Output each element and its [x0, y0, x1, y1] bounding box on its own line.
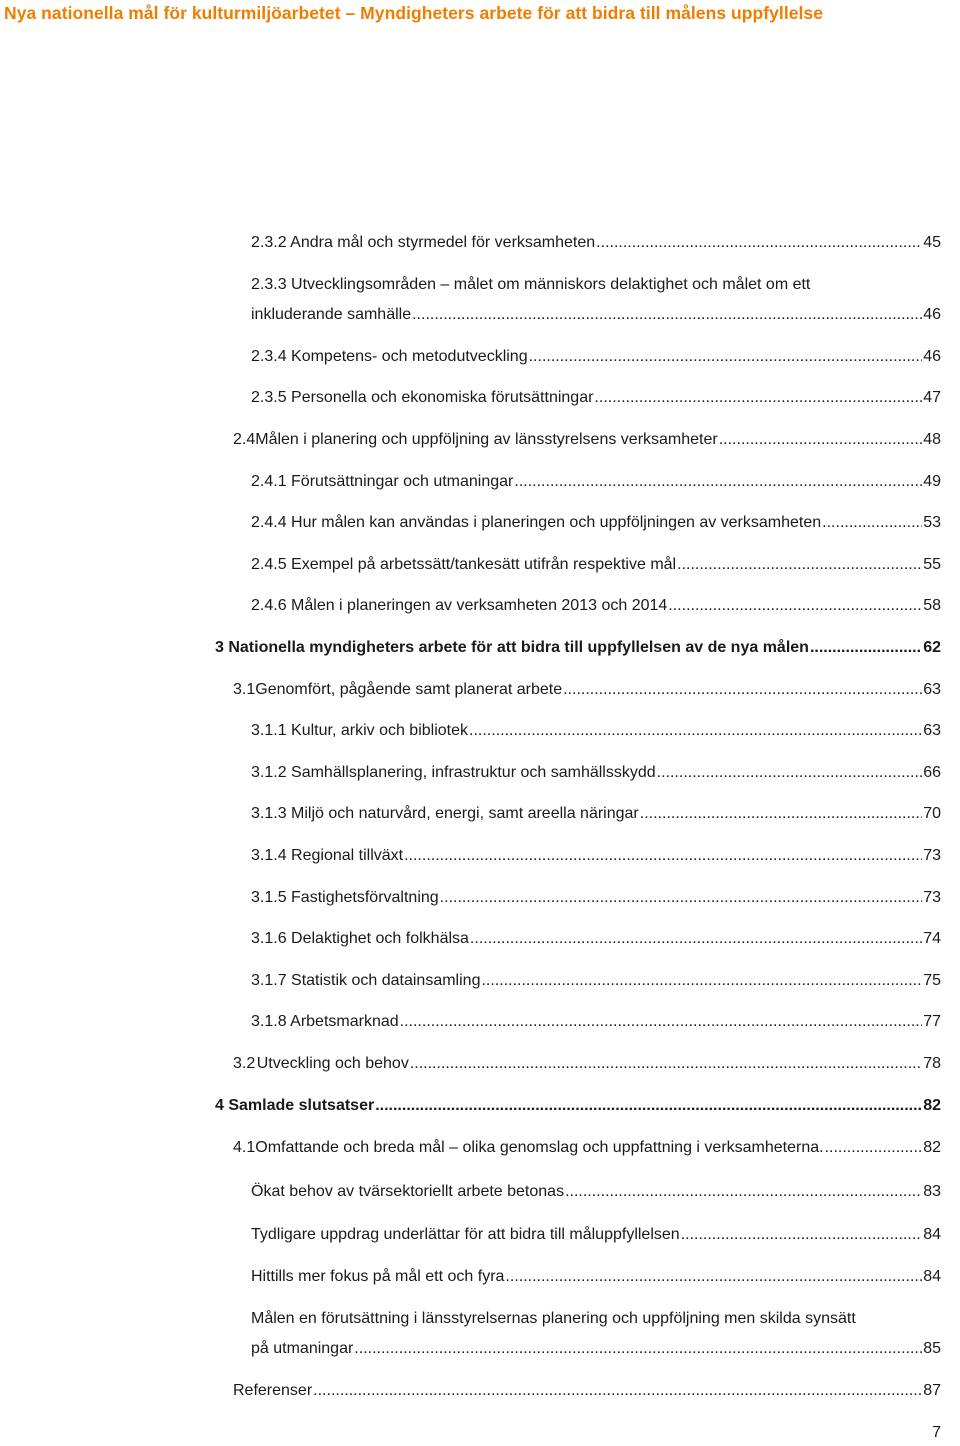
- toc-leader: [810, 639, 922, 657]
- toc-leader: [440, 889, 923, 907]
- toc-entry-title: 2.3.2 Andra mål och styrmedel för verksamheten: [251, 234, 596, 251]
- toc-leader: [400, 1013, 923, 1031]
- toc-entry-title: Utveckling och behov: [256, 1055, 409, 1072]
- toc-entry-page: 78: [923, 1055, 941, 1072]
- toc-entry[interactable]: [251, 556, 941, 574]
- toc-entry-page: 83: [923, 1183, 941, 1200]
- toc-entry[interactable]: [251, 348, 941, 366]
- toc-entry-page: 84: [923, 1226, 941, 1243]
- toc-entry-title: 3.1.6 Delaktighet och folkhälsa: [251, 930, 469, 947]
- toc-leader: [565, 1183, 922, 1201]
- toc-leader: [410, 1055, 922, 1073]
- toc-entry[interactable]: [251, 514, 941, 532]
- toc-entry-title: 3.1.3 Miljö och naturvård, energi, samt areella näringar: [251, 805, 639, 822]
- toc-leader: [563, 681, 922, 699]
- toc-entry-page: 70: [923, 805, 941, 822]
- toc-entry-title: Tydligare uppdrag underlättar för att bidra till måluppfyllelsen: [251, 1226, 680, 1243]
- toc-entry-title: 2.4.6 Målen i planeringen av verksamheten 2013 och 2014: [251, 597, 668, 614]
- toc-entry[interactable]: [251, 1226, 941, 1244]
- toc-entry-title: 3.1.7 Statistik och datainsamling: [251, 972, 481, 989]
- toc-entry-page: 46: [923, 306, 941, 323]
- toc-entry-title: 3.1.1 Kultur, arkiv och bibliotek: [251, 722, 469, 739]
- toc-leader: [470, 930, 922, 948]
- toc-entry-page: 49: [923, 473, 941, 490]
- toc-entry[interactable]: [251, 847, 941, 865]
- toc-entry-number: 4.1: [233, 1139, 256, 1156]
- toc-entry[interactable]: [251, 889, 941, 907]
- toc-entry-chapter[interactable]: [215, 639, 941, 657]
- toc-leader: [404, 847, 922, 865]
- toc-leader: [657, 764, 923, 782]
- toc-entry-title: 3.1.5 Fastighetsförvaltning: [251, 889, 439, 906]
- toc-entry-title: Referenser: [233, 1382, 313, 1399]
- toc-entry-page: 58: [923, 597, 941, 614]
- toc-entry-page: 48: [923, 431, 941, 448]
- toc-entry-title[interactable]: 2.3.3 Utvecklingsområden – målet om människors delaktighet och målet om ett: [251, 276, 811, 293]
- toc-entry-page: 82: [923, 1097, 941, 1114]
- toc-entry[interactable]: [251, 597, 941, 615]
- toc-entry-title: 3.1.4 Regional tillväxt: [251, 847, 404, 864]
- toc-leader: [681, 1226, 923, 1244]
- toc-entry-title: Ökat behov av tvärsektoriellt arbete betonas: [251, 1183, 565, 1200]
- toc-entry-title: 3.1.2 Samhällsplanering, infrastruktur och samhällsskydd: [251, 764, 656, 781]
- toc-leader: [594, 389, 922, 407]
- toc-entry-page: 84: [923, 1268, 941, 1285]
- toc-leader: [505, 1268, 922, 1286]
- toc-entry-page: 45: [923, 234, 941, 251]
- toc-leader: [412, 306, 922, 324]
- toc-entry-title: 4 Samlade slutsatser: [215, 1097, 375, 1114]
- toc-leader: [825, 1139, 923, 1157]
- toc-entry-page: 74: [923, 930, 941, 947]
- toc-entry[interactable]: [251, 389, 941, 407]
- toc-entry-page: 55: [923, 556, 941, 573]
- toc-entry-page: 73: [923, 889, 941, 906]
- toc-entry[interactable]: [251, 1340, 941, 1358]
- toc-entry-page: 87: [923, 1382, 941, 1399]
- toc-leader: [354, 1340, 922, 1358]
- toc-leader: [719, 431, 922, 449]
- toc-leader: [481, 972, 922, 990]
- toc-entry-page: 85: [923, 1340, 941, 1357]
- toc-entry-title: 3.1.8 Arbetsmarknad: [251, 1013, 399, 1030]
- toc-entry-title: 2.4.4 Hur målen kan användas i planeringen och uppföljningen av verksamheten: [251, 514, 822, 531]
- toc-entry-page: 63: [923, 722, 941, 739]
- toc-entry-page: 66: [923, 764, 941, 781]
- toc-leader: [375, 1097, 922, 1115]
- toc-entry-page: 47: [923, 389, 941, 406]
- toc-leader: [529, 348, 923, 366]
- toc-entry-number: 3.1: [233, 681, 256, 698]
- toc-entry[interactable]: [251, 930, 941, 948]
- toc-entry-title: Målen i planering och uppföljning av länsstyrelsens verksamheter: [255, 431, 718, 448]
- toc-entry[interactable]: [251, 764, 941, 782]
- toc-entry-page: 75: [923, 972, 941, 989]
- toc-entry-title: Genomfört, pågående samt planerat arbete: [255, 681, 563, 698]
- toc-entry-title-continued: på utmaningar: [251, 1340, 354, 1357]
- toc-entry-title-continued: inkluderande samhälle: [251, 306, 412, 323]
- toc-entry-chapter[interactable]: [215, 1097, 941, 1115]
- toc-entry[interactable]: [233, 431, 941, 449]
- toc-entry-title[interactable]: Målen en förutsättning i länsstyrelsernas planering och uppföljning men skilda synsätt: [251, 1310, 856, 1327]
- toc-entry[interactable]: [251, 234, 941, 252]
- toc-entry-title: 2.3.4 Kompetens- och metodutveckling: [251, 348, 528, 365]
- toc-entry-title: 2.4.5 Exempel på arbetssätt/tankesätt utifrån respektive mål: [251, 556, 677, 573]
- toc-entry-number: 3.2: [233, 1055, 256, 1072]
- toc-entry-title: Hittills mer fokus på mål ett och fyra: [251, 1268, 505, 1285]
- toc-entry-title: 3 Nationella myndigheters arbete för att bidra till uppfyllelsen av de nya målen: [215, 639, 809, 656]
- toc-leader: [469, 722, 922, 740]
- toc-entry[interactable]: [251, 1183, 941, 1201]
- toc-entry-title: 2.4.1 Förutsättningar och utmaningar: [251, 473, 514, 490]
- toc-leader: [822, 514, 922, 532]
- toc-entry-page: 46: [923, 348, 941, 365]
- toc-entry[interactable]: [233, 1139, 941, 1157]
- toc-entry[interactable]: [251, 473, 941, 491]
- toc-entry[interactable]: [251, 1268, 941, 1286]
- toc-leader: [668, 597, 922, 615]
- toc-entry-page: 62: [923, 639, 941, 656]
- toc-entry-page: 77: [923, 1013, 941, 1030]
- page-number: 7: [932, 1424, 941, 1441]
- document-header: Nya nationella mål för kulturmiljöarbetet – Myndigheters arbete för att bidra till målens uppfyllelse: [4, 3, 823, 23]
- toc-entry[interactable]: [233, 1382, 941, 1400]
- toc-entry-page: 63: [923, 681, 941, 698]
- toc-entry-page: 82: [923, 1139, 941, 1156]
- toc-entry[interactable]: [251, 306, 941, 324]
- toc-leader: [677, 556, 922, 574]
- toc-entry[interactable]: [251, 805, 941, 823]
- toc-leader: [514, 473, 922, 491]
- toc-entry-title: Omfattande och breda mål – olika genomslag och uppfattning i verksamheterna.: [255, 1139, 824, 1156]
- toc-entry-title: 2.3.5 Personella och ekonomiska förutsättningar: [251, 389, 594, 406]
- toc-entry[interactable]: [251, 972, 941, 990]
- toc-leader: [313, 1382, 922, 1400]
- toc-entry[interactable]: [233, 681, 941, 699]
- toc-entry[interactable]: [251, 1013, 941, 1031]
- toc-entry-page: 73: [923, 847, 941, 864]
- toc-entry[interactable]: [251, 722, 941, 740]
- toc-leader: [596, 234, 922, 252]
- toc-entry-number: 2.4: [233, 431, 256, 448]
- toc-entry[interactable]: [233, 1055, 941, 1073]
- toc-entry-page: 53: [923, 514, 941, 531]
- toc-leader: [640, 805, 922, 823]
